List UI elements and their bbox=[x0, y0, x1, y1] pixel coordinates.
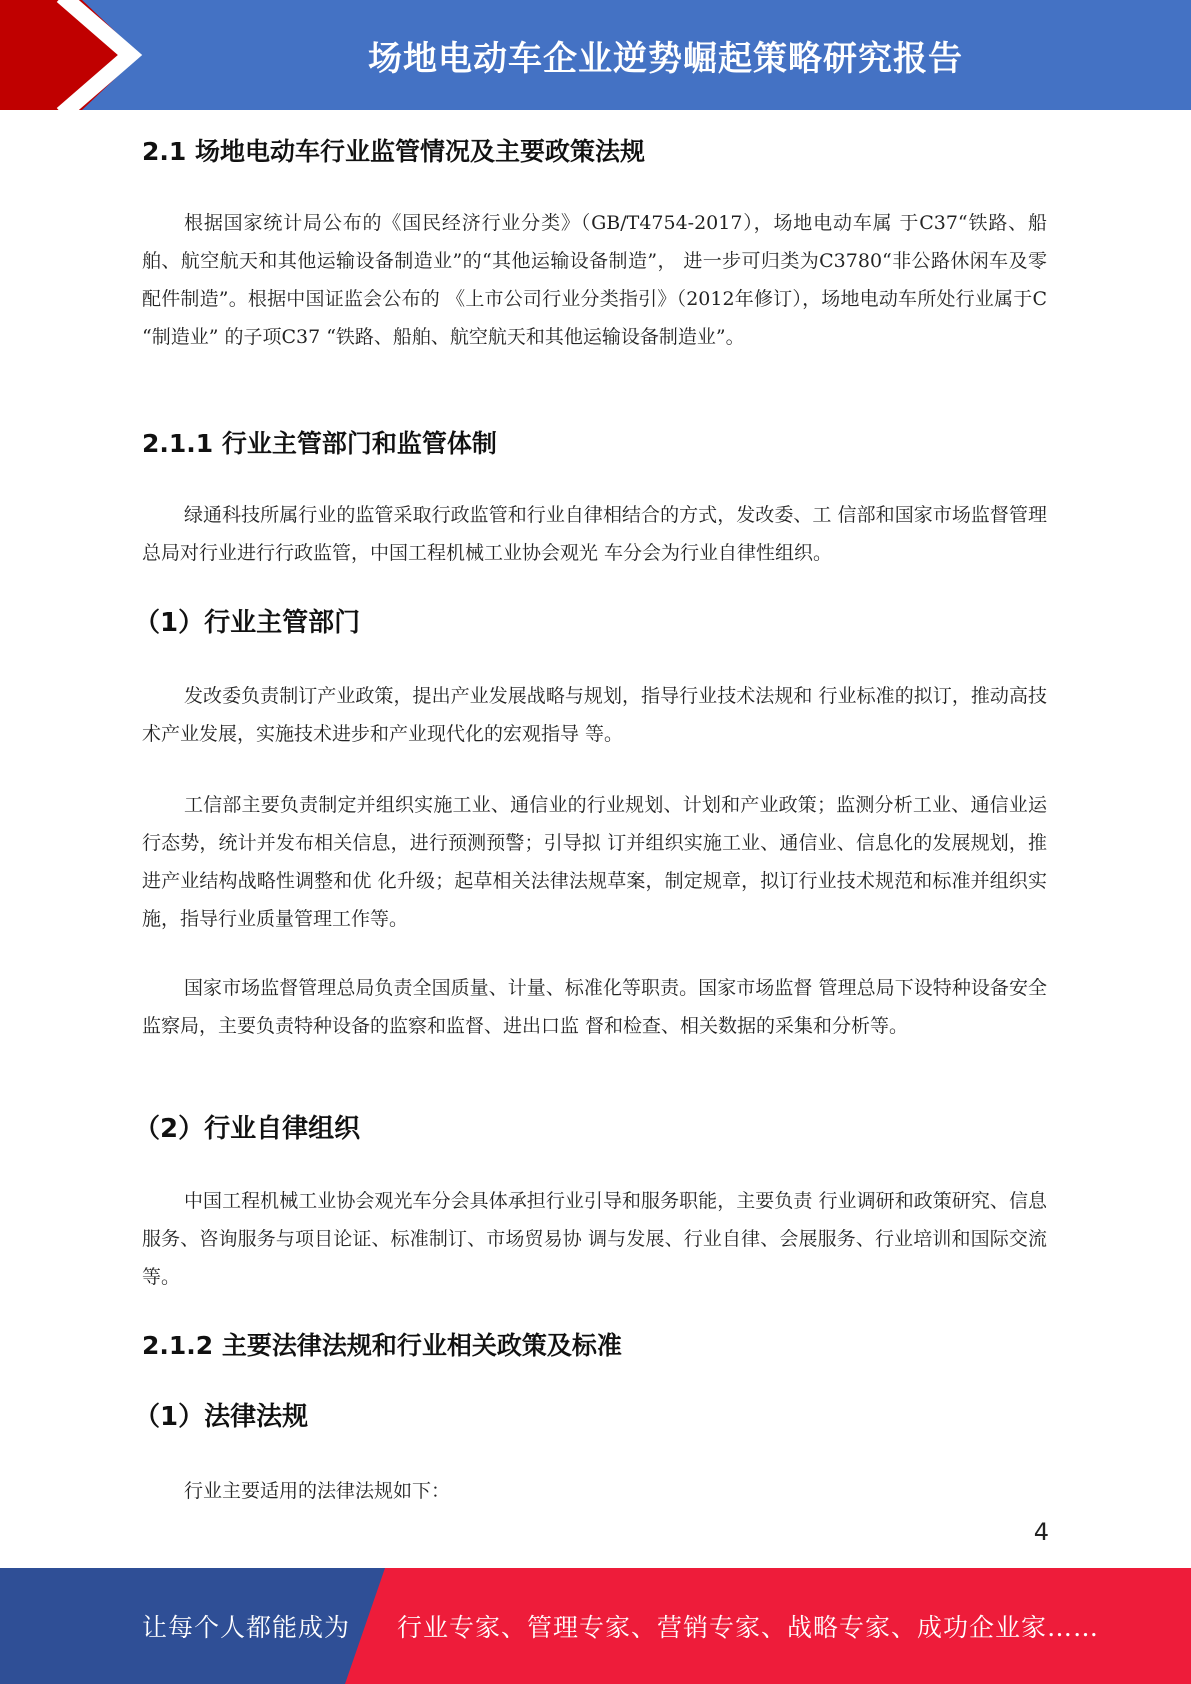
paragraph-laws-intro: 行业主要适用的法律法规如下： bbox=[184, 1480, 451, 1502]
paragraph-association: 中国工程机械工业协会观光车分会具体承担行业引导和服务职能，主要负责 行业调研和政策研究、信息服务、咨询服务与项目论证、标准制订、市场贸易协 调与发展、行业自律、会展服务、行业培训和国际交流等。 bbox=[142, 1190, 1047, 1288]
footer-slogan-right: 行业专家、管理专家、营销专家、战略专家、成功企业家…… bbox=[397, 1613, 1100, 1642]
report-title: 场地电动车企业逆势崛起策略研究报告 bbox=[368, 38, 963, 79]
section-heading-2-1-1: 2.1.1 行业主管部门和监管体制 bbox=[142, 429, 497, 458]
subheading-competent-departments: （1）行业主管部门 bbox=[134, 608, 361, 638]
paragraph-industry-classification: 根据国家统计局公布的《国民经济行业分类》（GB/T4754-2017），场地电动车属 于C37“铁路、船舶、航空航天和其他运输设备制造业”的“其他运输设备制造”， 进一步可归类为C3780“非公路休闲车及零配件制造”。根据中国证监会公布的 《上市公司行业分类指引》（2012年修订），场地电动车所处行业属于C “制造业” 的子项C37 “铁路、船舶、航空航天和其他运输设备制造业”。 bbox=[142, 212, 1047, 348]
footer-slogan-left: 让每个人都能成为 bbox=[142, 1613, 351, 1642]
header-banner bbox=[0, 0, 1191, 110]
subheading-laws: （1）法律法规 bbox=[134, 1402, 309, 1432]
paragraph-samr: 国家市场监督管理总局负责全国质量、计量、标准化等职责。国家市场监督 管理总局下设特种设备安全监察局，主要负责特种设备的监察和监督、进出口监 督和检查、相关数据的采集和分析等。 bbox=[142, 977, 1047, 1037]
page-number: 4 bbox=[1033, 1518, 1049, 1546]
paragraph-regulatory-system: 绿通科技所属行业的监管采取行政监管和行业自律相结合的方式，发改委、工 信部和国家市场监督管理总局对行业进行行政监管，中国工程机械工业协会观光 车分会为行业自律性组织。 bbox=[142, 504, 1047, 564]
section-heading-2-1: 2.1 场地电动车行业监管情况及主要政策法规 bbox=[142, 137, 645, 166]
section-heading-2-1-2: 2.1.2 主要法律法规和行业相关政策及标准 bbox=[142, 1331, 622, 1360]
footer-banner bbox=[0, 1568, 1191, 1684]
paragraph-ndrc: 发改委负责制订产业政策，提出产业发展战略与规划，指导行业技术法规和 行业标准的拟订，推动高技术产业发展，实施技术进步和产业现代化的宏观指导 等。 bbox=[142, 685, 1047, 745]
chevron-arrow-icon bbox=[0, 0, 160, 110]
subheading-self-regulatory-org: （2）行业自律组织 bbox=[134, 1114, 361, 1144]
paragraph-miit: 工信部主要负责制定并组织实施工业、通信业的行业规划、计划和产业政策；监测分析工业、通信业运行态势，统计并发布相关信息，进行预测预警；引导拟 订并组织实施工业、通信业、信息化的发展规划，推进产业结构战略性调整和优 化升级；起草相关法律法规草案，制定规章，拟订行业技术规范和标准并组织实 施，指导行业质量管理工作等。 bbox=[142, 794, 1047, 930]
